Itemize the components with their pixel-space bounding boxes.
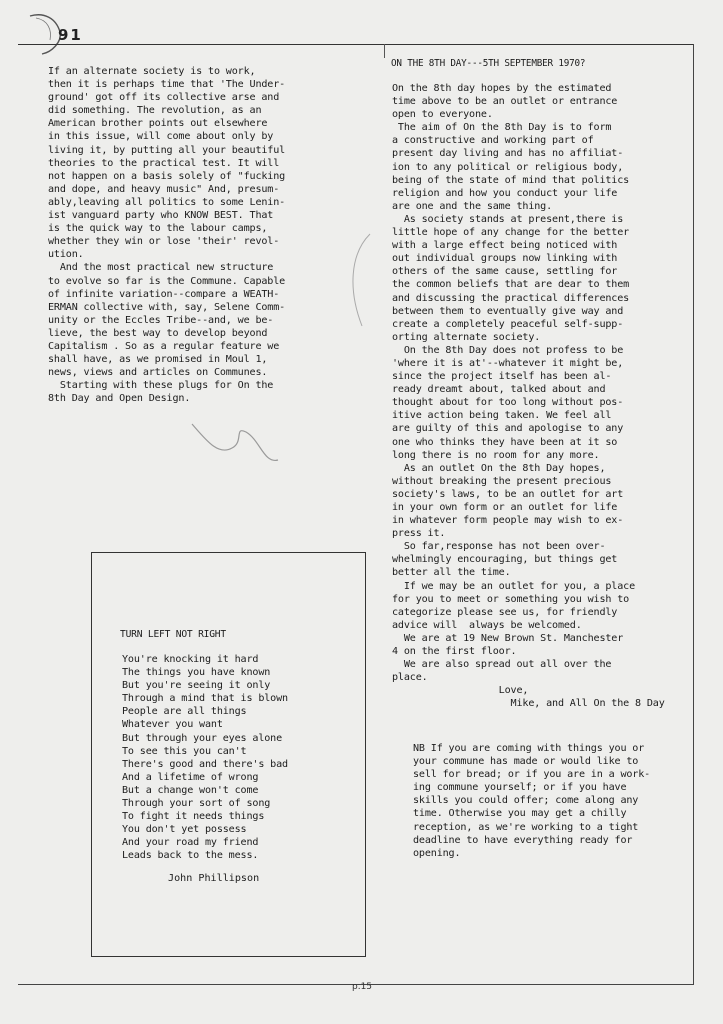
curve-mark (340, 230, 380, 330)
right-column-article: On the 8th day hopes by the estimated time above to be an outlet or entrance open to everyone. The aim of On the 8th Day is to form a constructive and working part of present day living and has no affiliat- ion to any political or religious body, being of the state of mind that politics religion and how you conduct your life are one and the same thing. As society stands at present,there is little hope of any change for the better with a large effect being noticed with out individual groups now linking with others of the same cause, settling for the common beliefs that are dear to them and discussing the practical differences between them to eventually give way and create a completely peaceful self-supp- orting alternate society. On the 8th Day does not profess to be 'where it is at'--whatever it might be, since the project itself has been al- ready dreamt about, talked about and thought about for too long without pos- itive action being taken. We feel all are guilty of this and apologise to any one who thinks they have been at it so long there is no room for any more. As an outlet On the 8th Day hopes, without breaking the present precious society's laws, to be an outlet for art in your own form or an outlet for life in whatever form people may wish to ex- press it. So far,response has not been over- whelmingly encouraging, but things get better all the time. If we may be an outlet for you, a place for you to meet or something you wish to categorize please see us, for friendly advice will always be welcomed. We are at 19 New Brown St. Manchester 4 on the first floor. We are also spread out all over the place. Love, Mike, and All On the 8 Day (392, 83, 665, 710)
left-column-article: If an alternate society is to work, then it is perhaps time that 'The Under- ground' got off its collective arse and did something. The revolution, as an American brother points out elsewhere in this issue, will come about only by living it, by putting all your beautiful theories to the practical test. It will not happen on a basis solely of "fucking and dope, and heavy music" And, presum- ably,leaving all politics to some Lenin- ist vanguard party who KNOW BEST. That is the quick way to the labour camps, whether they win or lose 'their' revol- ution. And the most practical new structure to evolve so far is the Commune. Capable of infinite variation--compare a WEATH- ERMAN collective with, say, Selene Comm- unity or the Eccles Tribe--and, we be- lieve, the best way to develop beyond Capitalism . So as a regular feature we shall have, as we promised in Moul 1, news, views and articles on Communes. Starting with these plugs for On the 8th Day and Open Design. (48, 66, 286, 405)
frame-right-rule (693, 44, 694, 984)
poem-lines: You're knocking it hard The things you have known But you're seeing it only Through a mind that is blown People are all things Whatever you want But through your eyes alone To see this you can't There's good and there's bad And a lifetime of wrong But a change won't come Through your sort of song To fight it needs things You don't yet possess And your road my friend Leads back to the mess. (122, 654, 288, 862)
squiggle-mark (188, 410, 298, 480)
poem-author: John Phillipson (168, 873, 260, 884)
page-number: 91 (58, 26, 83, 44)
poem-title: TURN LEFT NOT RIGHT (120, 629, 226, 640)
poem-box (91, 552, 366, 957)
nb-note: NB If you are coming with things you or your commune has made or would like to sell for bread; or if you are in a work- ing commune yourself; or if you have skills you could offer; come along any time. Otherwise you may get a chilly reception, as we're working to a tight deadline to have everything ready for opening. (413, 743, 651, 859)
column-divider-tick (384, 44, 385, 58)
footer-page-label: p.15 (352, 982, 373, 992)
frame-top-rule (18, 44, 693, 45)
article-headline: ON THE 8TH DAY---5TH SEPTEMBER 1970? (391, 58, 586, 69)
